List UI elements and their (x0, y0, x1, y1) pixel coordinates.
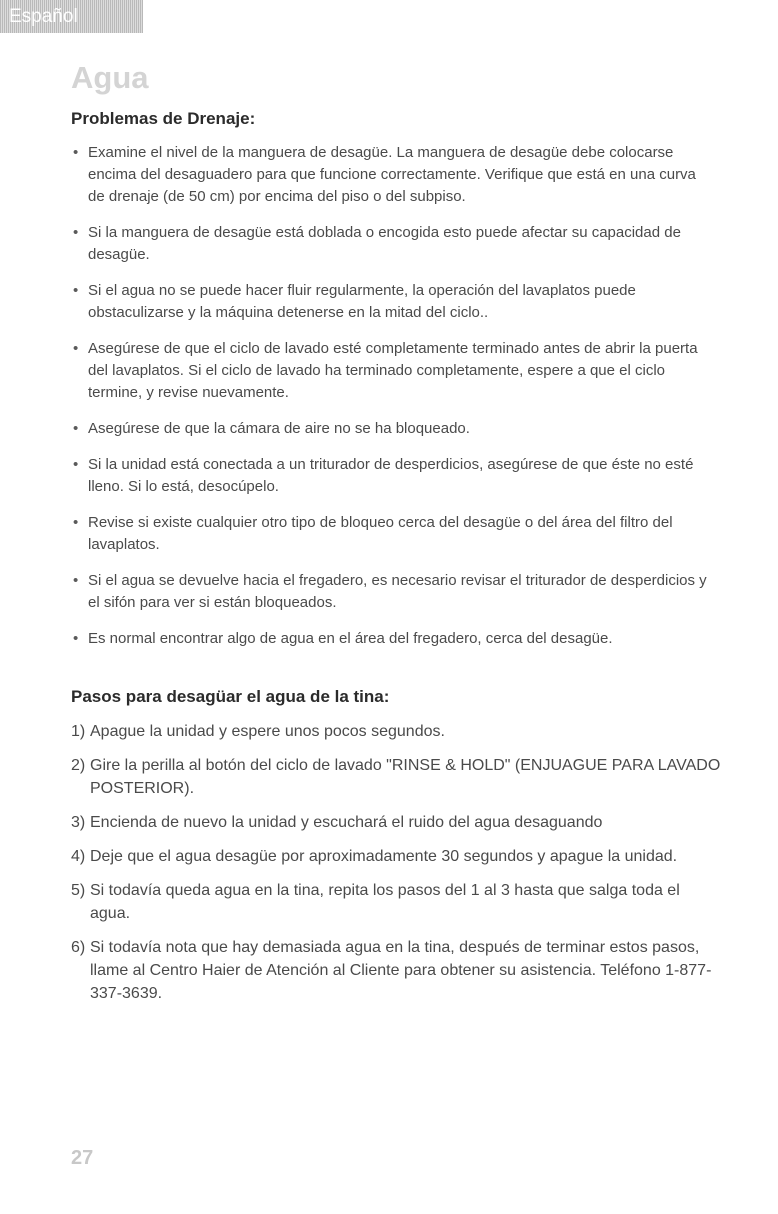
list-item-text: Revise si existe cualquier otro tipo de bloqueo cerca del desagüe o del área del filtro del lavaplatos. (88, 514, 673, 553)
step-text: Gire la perilla al botón del ciclo de lavado "RINSE & HOLD" (ENJUAGUE PARA LAVADO POSTERIOR). (90, 757, 721, 797)
bullet-icon: • (73, 340, 79, 357)
bullet-icon: • (73, 456, 79, 473)
step-number: 4) (71, 848, 86, 865)
step-item (71, 754, 721, 800)
step-text: Si todavía nota que hay demasiada agua en la tina, después de terminar estos pasos, llame al Centro Haier de Atención al Cliente para obtener su asistencia. Teléfono 1-877-337-3639. (90, 939, 712, 1002)
step-text: Si todavía queda agua en la tina, repita los pasos del 1 al 3 hasta que salga toda el agua. (90, 882, 680, 922)
step-number: 1) (71, 723, 86, 740)
step-text: Encienda de nuevo la unidad y escuchará el ruido del agua desaguando (90, 814, 603, 831)
list-item (71, 570, 711, 614)
list-item-text: Examine el nivel de la manguera de desagüe. La manguera de desagüe debe colocarse encima del desaguadero para que funcione correctamente. Verifique que está en una curva de drenaje (de 50 cm) por encima del piso o del subpiso. (88, 144, 696, 205)
list-item (71, 280, 711, 324)
bullet-icon: • (73, 144, 79, 161)
bullet-icon: • (73, 572, 79, 589)
step-text: Apague la unidad y espere unos pocos segundos. (90, 723, 445, 740)
bullet-icon: • (73, 630, 79, 647)
page-title: Agua (71, 58, 149, 98)
bullet-icon: • (73, 224, 79, 241)
step-item (71, 879, 721, 925)
bullet-icon: • (73, 514, 79, 531)
list-item (71, 222, 711, 266)
step-text: Deje que el agua desagüe por aproximadamente 30 segundos y apague la unidad. (90, 848, 678, 865)
list-item-text: Si la manguera de desagüe está doblada o encogida esto puede afectar su capacidad de desagüe. (88, 224, 681, 263)
list-item (71, 454, 711, 498)
list-item-text: Es normal encontrar algo de agua en el área del fregadero, cerca del desagüe. (88, 630, 613, 647)
list-item-text: Si la unidad está conectada a un triturador de desperdicios, asegúrese de que éste no esté lleno. Si lo está, desocúpelo. (88, 456, 694, 495)
step-item (71, 845, 721, 868)
bullet-icon: • (73, 420, 79, 437)
list-item (71, 142, 711, 208)
list-item (71, 338, 711, 404)
drain-steps-list (71, 720, 721, 1016)
page-number: 27 (71, 1147, 94, 1169)
step-number: 5) (71, 882, 86, 899)
step-item (71, 936, 721, 1005)
list-item-text: Si el agua se devuelve hacia el fregadero, es necesario revisar el triturador de desperdicios y el sifón para ver si están bloqueados. (88, 572, 707, 611)
step-number: 6) (71, 939, 86, 956)
drainage-problems-heading: Problemas de Drenaje: (71, 109, 256, 128)
list-item-text: Asegúrese de que la cámara de aire no se ha bloqueado. (88, 420, 470, 437)
bullet-icon: • (73, 282, 79, 299)
list-item-text: Si el agua no se puede hacer fluir regularmente, la operación del lavaplatos puede obstaculizarse y la máquina detenerse en la mitad del ciclo.. (88, 282, 636, 321)
step-item (71, 811, 721, 834)
step-item (71, 720, 721, 743)
drain-steps-heading: Pasos para desagüar el agua de la tina: (71, 687, 390, 706)
list-item-text: Asegúrese de que el ciclo de lavado esté completamente terminado antes de abrir la puerta del lavaplatos. Si el ciclo de lavado ha terminado completamente, espere a que el ciclo termine, y revise nuevamente. (88, 340, 698, 401)
list-item (71, 418, 711, 440)
list-item (71, 628, 711, 650)
language-tab: Español (0, 0, 143, 33)
step-number: 3) (71, 814, 86, 831)
list-item (71, 512, 711, 556)
step-number: 2) (71, 757, 86, 774)
drainage-problems-list (71, 142, 711, 664)
